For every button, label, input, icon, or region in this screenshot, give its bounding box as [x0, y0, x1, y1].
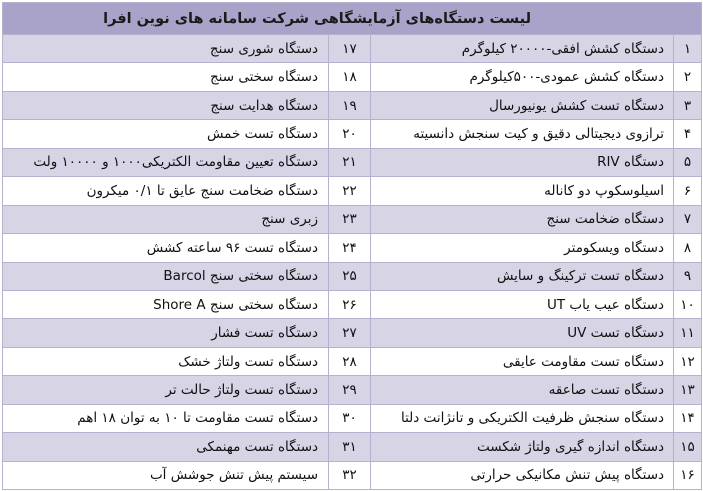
- equipment-name-cell: دستگاه ویسکومتر: [371, 234, 674, 262]
- equipment-name-cell: دستگاه تست مهنمکی: [3, 433, 329, 461]
- equipment-table-container: [2, 2, 701, 489]
- row-number-cell: ۲: [674, 63, 702, 91]
- row-number-cell: ۱۵: [674, 433, 702, 461]
- row-number-cell: ۱۱: [674, 319, 702, 347]
- equipment-name-cell: دستگاه RIV: [371, 148, 674, 176]
- equipment-name-cell: ترازوی دیجیتالی دقیق و کیت سنجش دانسیته: [371, 120, 674, 148]
- equipment-name-cell: زبری سنج: [3, 205, 329, 233]
- equipment-name-cell: دستگاه پیش تنش مکانیکی حرارتی: [371, 461, 674, 489]
- row-number-cell: ۲۰: [329, 120, 371, 148]
- equipment-name-cell: دستگاه کشش افقی-۲۰۰۰۰ کیلوگرم: [371, 35, 674, 63]
- equipment-name-cell: دستگاه شوری سنج: [3, 35, 329, 63]
- table-row: [3, 177, 702, 205]
- row-number-cell: ۵: [674, 148, 702, 176]
- equipment-name-cell: دستگاه تست فشار: [3, 319, 329, 347]
- equipment-name-cell: اسیلوسکوپ دو کاناله: [371, 177, 674, 205]
- equipment-name-cell: دستگاه تست مقاومت عایقی: [371, 347, 674, 375]
- equipment-name-cell: دستگاه تست کشش یونیورسال: [371, 91, 674, 119]
- row-number-cell: ۲۵: [329, 262, 371, 290]
- row-number-cell: ۲۶: [329, 290, 371, 318]
- equipment-name-cell: دستگاه اندازه گیری ولتاژ شکست: [371, 433, 674, 461]
- equipment-table: [2, 2, 702, 490]
- table-row: [3, 433, 702, 461]
- row-number-cell: ۹: [674, 262, 702, 290]
- table-row: [3, 120, 702, 148]
- table-row: [3, 205, 702, 233]
- row-number-cell: ۲۲: [329, 177, 371, 205]
- table-row: [3, 461, 702, 489]
- row-number-cell: ۱۹: [329, 91, 371, 119]
- row-number-cell: ۷: [674, 205, 702, 233]
- row-number-cell: ۲۹: [329, 376, 371, 404]
- equipment-name-cell: دستگاه سختی سنج: [3, 63, 329, 91]
- row-number-cell: ۱۳: [674, 376, 702, 404]
- equipment-name-cell: دستگاه تست مقاومت تا ۱۰ به توان ۱۸ اهم: [3, 404, 329, 432]
- row-number-cell: ۲۸: [329, 347, 371, 375]
- equipment-name-cell: دستگاه تست UV: [371, 319, 674, 347]
- row-number-cell: ۶: [674, 177, 702, 205]
- table-row: [3, 319, 702, 347]
- row-number-cell: ۱۸: [329, 63, 371, 91]
- row-number-cell: ۳۱: [329, 433, 371, 461]
- table-row: [3, 35, 702, 63]
- row-number-cell: ۲۱: [329, 148, 371, 176]
- row-number-cell: ۲۴: [329, 234, 371, 262]
- row-number-cell: ۱: [674, 35, 702, 63]
- row-number-cell: ۱۲: [674, 347, 702, 375]
- equipment-name-cell: دستگاه تست خمش: [3, 120, 329, 148]
- equipment-name-cell: دستگاه تست ۹۶ ساعته کشش: [3, 234, 329, 262]
- table-row: [3, 404, 702, 432]
- equipment-name-cell: دستگاه سختی سنج Barcol: [3, 262, 329, 290]
- row-number-cell: ۲۳: [329, 205, 371, 233]
- equipment-name-cell: دستگاه ضخامت سنج: [371, 205, 674, 233]
- row-number-cell: ۱۴: [674, 404, 702, 432]
- row-number-cell: ۲۷: [329, 319, 371, 347]
- equipment-name-cell: دستگاه هدایت سنج: [3, 91, 329, 119]
- table-row: [3, 148, 702, 176]
- row-number-cell: ۸: [674, 234, 702, 262]
- row-number-cell: ۳۰: [329, 404, 371, 432]
- equipment-name-cell: دستگاه سنجش ظرفیت الکتریکی و تانژانت دلتا: [371, 404, 674, 432]
- row-number-cell: ۱۰: [674, 290, 702, 318]
- equipment-name-cell: دستگاه عیب یاب UT: [371, 290, 674, 318]
- equipment-name-cell: دستگاه تست ولتاژ خشک: [3, 347, 329, 375]
- equipment-name-cell: دستگاه کشش عمودی-۵۰۰کیلوگرم: [371, 63, 674, 91]
- row-number-cell: ۱۷: [329, 35, 371, 63]
- equipment-name-cell: سیستم پیش تنش جوشش آب: [3, 461, 329, 489]
- row-number-cell: ۱۶: [674, 461, 702, 489]
- table-body: [3, 35, 702, 490]
- table-row: [3, 91, 702, 119]
- equipment-name-cell: دستگاه تعیین مقاومت الکتریکی۱۰۰۰ و ۱۰۰۰۰ ولت: [3, 148, 329, 176]
- equipment-name-cell: دستگاه تست ولتاژ حالت تر: [3, 376, 329, 404]
- table-row: [3, 234, 702, 262]
- table-row: [3, 376, 702, 404]
- equipment-name-cell: دستگاه تست ترکینگ و سایش: [371, 262, 674, 290]
- table-row: [3, 290, 702, 318]
- equipment-name-cell: دستگاه تست صاعقه: [371, 376, 674, 404]
- equipment-name-cell: دستگاه ضخامت سنج عایق تا ۰/۱ میکرون: [3, 177, 329, 205]
- table-row: [3, 262, 702, 290]
- row-number-cell: ۳: [674, 91, 702, 119]
- table-title: لیست دستگاه‌های آزمایشگاهی شرکت سامانه های نوین افرا: [3, 3, 702, 35]
- table-row: [3, 63, 702, 91]
- row-number-cell: ۳۲: [329, 461, 371, 489]
- table-row: [3, 347, 702, 375]
- row-number-cell: ۴: [674, 120, 702, 148]
- equipment-name-cell: دستگاه سختی سنج Shore A: [3, 290, 329, 318]
